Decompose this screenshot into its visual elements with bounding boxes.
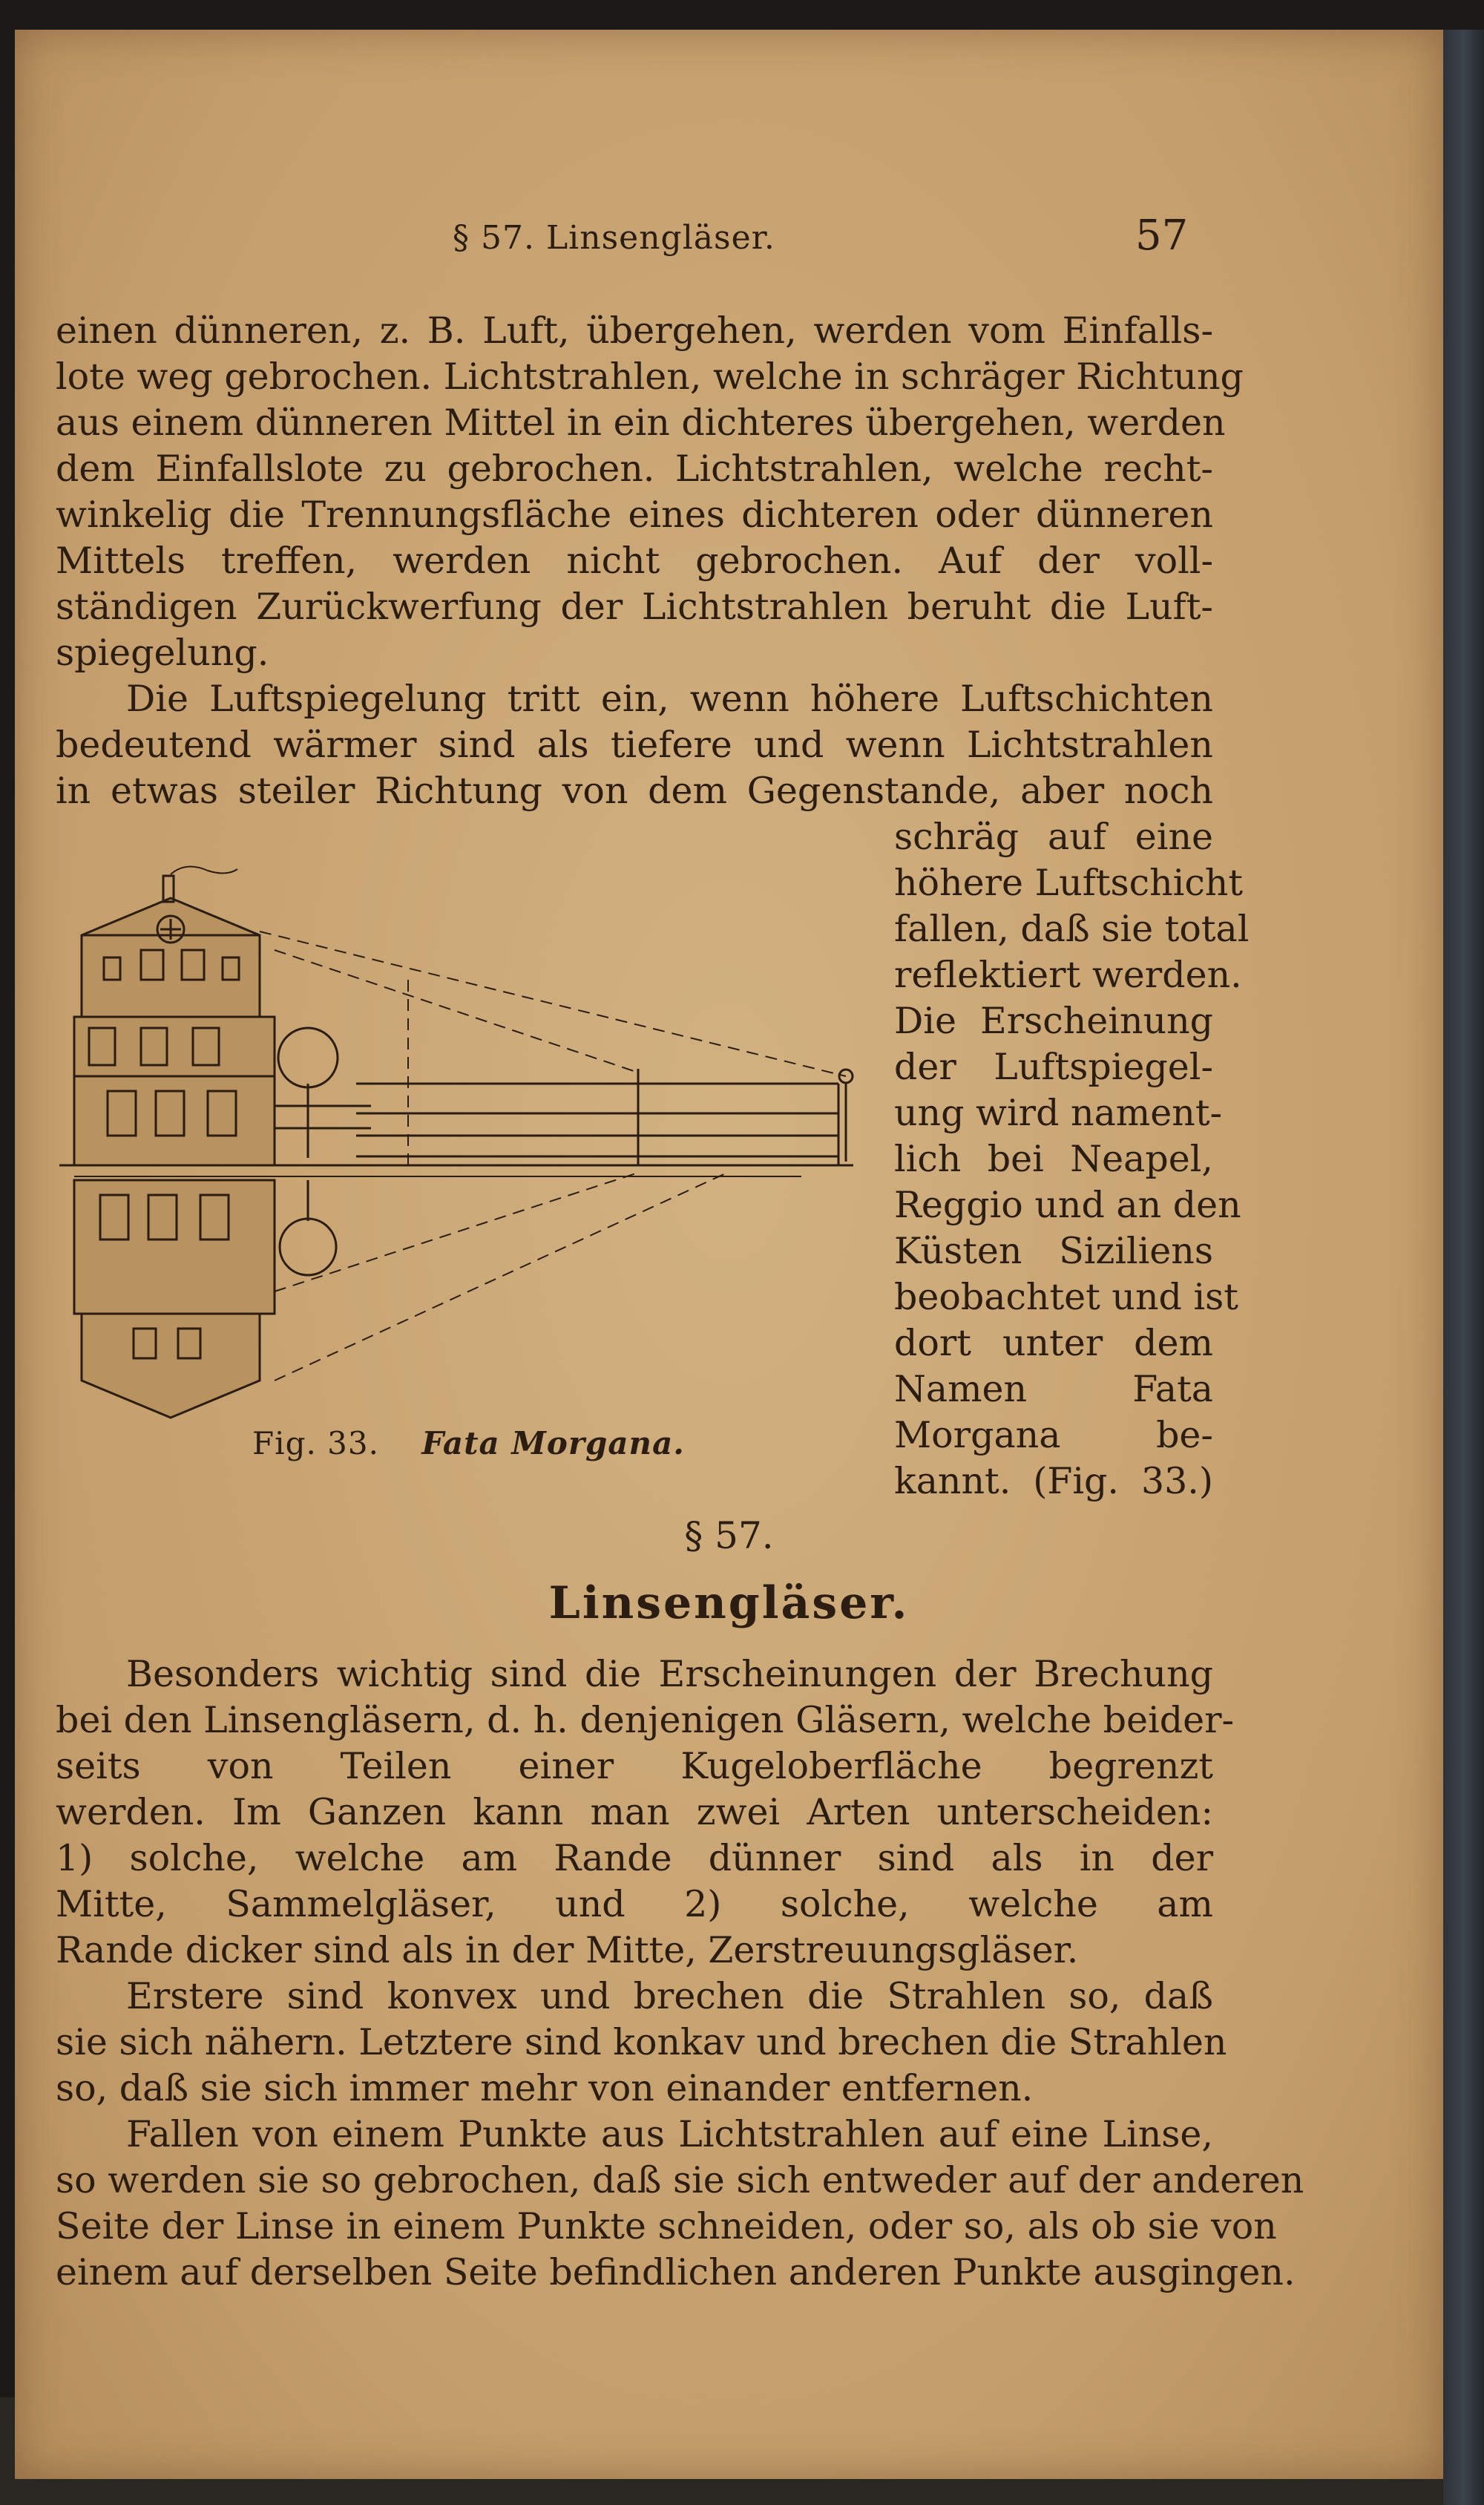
text-line: ständigen Zurückwerfung der Lichtstrahlen beruht die Luft- [56, 586, 1213, 628]
text-line: Küsten Siziliens [894, 1230, 1213, 1272]
text-line: so werden sie so gebrochen, daß sie sich entweder auf der anderen [56, 2159, 1304, 2201]
text-line: Die Erscheinung [894, 1000, 1213, 1042]
text-line: so, daß sie sich immer mehr von einander entfernen. [56, 2067, 1034, 2109]
text-line: Namen Fata [894, 1368, 1213, 1410]
text-line: Erstere sind konvex und brechen die Strahlen so, daß [126, 1975, 1213, 2017]
running-head: § 57. Linsengläser. [453, 219, 775, 257]
text-line: kannt. (Fig. 33.) [894, 1460, 1213, 1502]
text-line: werden. Im Ganzen kann man zwei Arten unterscheiden: [56, 1791, 1213, 1833]
text-line: Reggio und an den [894, 1184, 1241, 1226]
text-line: Rande dicker sind als in der Mitte, Zerstreuungsgläser. [56, 1929, 1079, 1971]
caption-title: Fata Morgana. [421, 1425, 685, 1461]
text-line: der Luftspiegel- [894, 1046, 1213, 1088]
text-line: einem auf derselben Seite befindlichen anderen Punkte ausgingen. [56, 2251, 1296, 2293]
text-line: bei den Linsengläsern, d. h. denjenigen Gläsern, welche beider- [56, 1699, 1235, 1741]
book-spine [1443, 30, 1484, 2505]
page-number: 57 [1135, 212, 1189, 260]
text-line: Die Luftspiegelung tritt ein, wenn höhere Luftschichten [126, 678, 1213, 720]
text-line: Seite der Linse in einem Punkte schneiden, oder so, als ob sie von [56, 2205, 1277, 2247]
text-line: dem Einfallslote zu gebrochen. Lichtstrahlen, welche recht- [56, 448, 1213, 490]
text-line: Besonders wichtig sind die Erscheinungen der Brechung [126, 1653, 1213, 1695]
text-line: lich bei Neapel, [894, 1138, 1213, 1180]
text-line: schräg auf eine [894, 816, 1213, 858]
text-line: winkelig die Trennungsfläche eines dichteren oder dünneren [56, 494, 1213, 536]
section-number: § 57. [684, 1514, 774, 1557]
text-line: Mitte, Sammelgläser, und 2) solche, welche am [56, 1883, 1213, 1925]
text-line: spiegelung. [56, 632, 269, 674]
text-line: lote weg gebrochen. Lichtstrahlen, welche in schräger Richtung [56, 356, 1244, 398]
text-line: Morgana be- [894, 1414, 1213, 1456]
text-line: sie sich nähern. Letztere sind konkav und brechen die Strahlen [56, 2021, 1227, 2063]
text-line: ung wird nament- [894, 1092, 1223, 1134]
text-line: 1) solche, welche am Rande dünner sind als in der [56, 1837, 1213, 1879]
book-page [15, 30, 1443, 2479]
text-line: aus einem dünneren Mittel in ein dichteres übergehen, werden [56, 402, 1226, 444]
text-line: einen dünneren, z. B. Luft, übergehen, werden vom Einfalls- [56, 310, 1213, 352]
text-line: seits von Teilen einer Kugeloberfläche begrenzt [56, 1745, 1213, 1787]
fata-morgana-illustration [59, 861, 890, 1425]
text-line: höhere Luftschicht [894, 862, 1244, 904]
figure-caption [252, 1425, 685, 1461]
text-line: dort unter dem [894, 1322, 1213, 1364]
section-title: Linsengläser. [548, 1577, 910, 1629]
text-line: in etwas steiler Richtung von dem Gegenstande, aber noch [56, 770, 1213, 812]
text-line: reflektiert werden. [894, 954, 1242, 996]
text-line: fallen, daß sie total [894, 908, 1250, 950]
text-line: bedeutend wärmer sind als tiefere und wenn Lichtstrahlen [56, 724, 1213, 766]
caption-prefix: Fig. 33. [252, 1425, 379, 1461]
text-line: Mittels treffen, werden nicht gebrochen. Auf der voll- [56, 540, 1213, 582]
text-line: beobachtet und ist [894, 1276, 1238, 1318]
text-line: Fallen von einem Punkte aus Lichtstrahlen auf eine Linse, [126, 2113, 1213, 2155]
